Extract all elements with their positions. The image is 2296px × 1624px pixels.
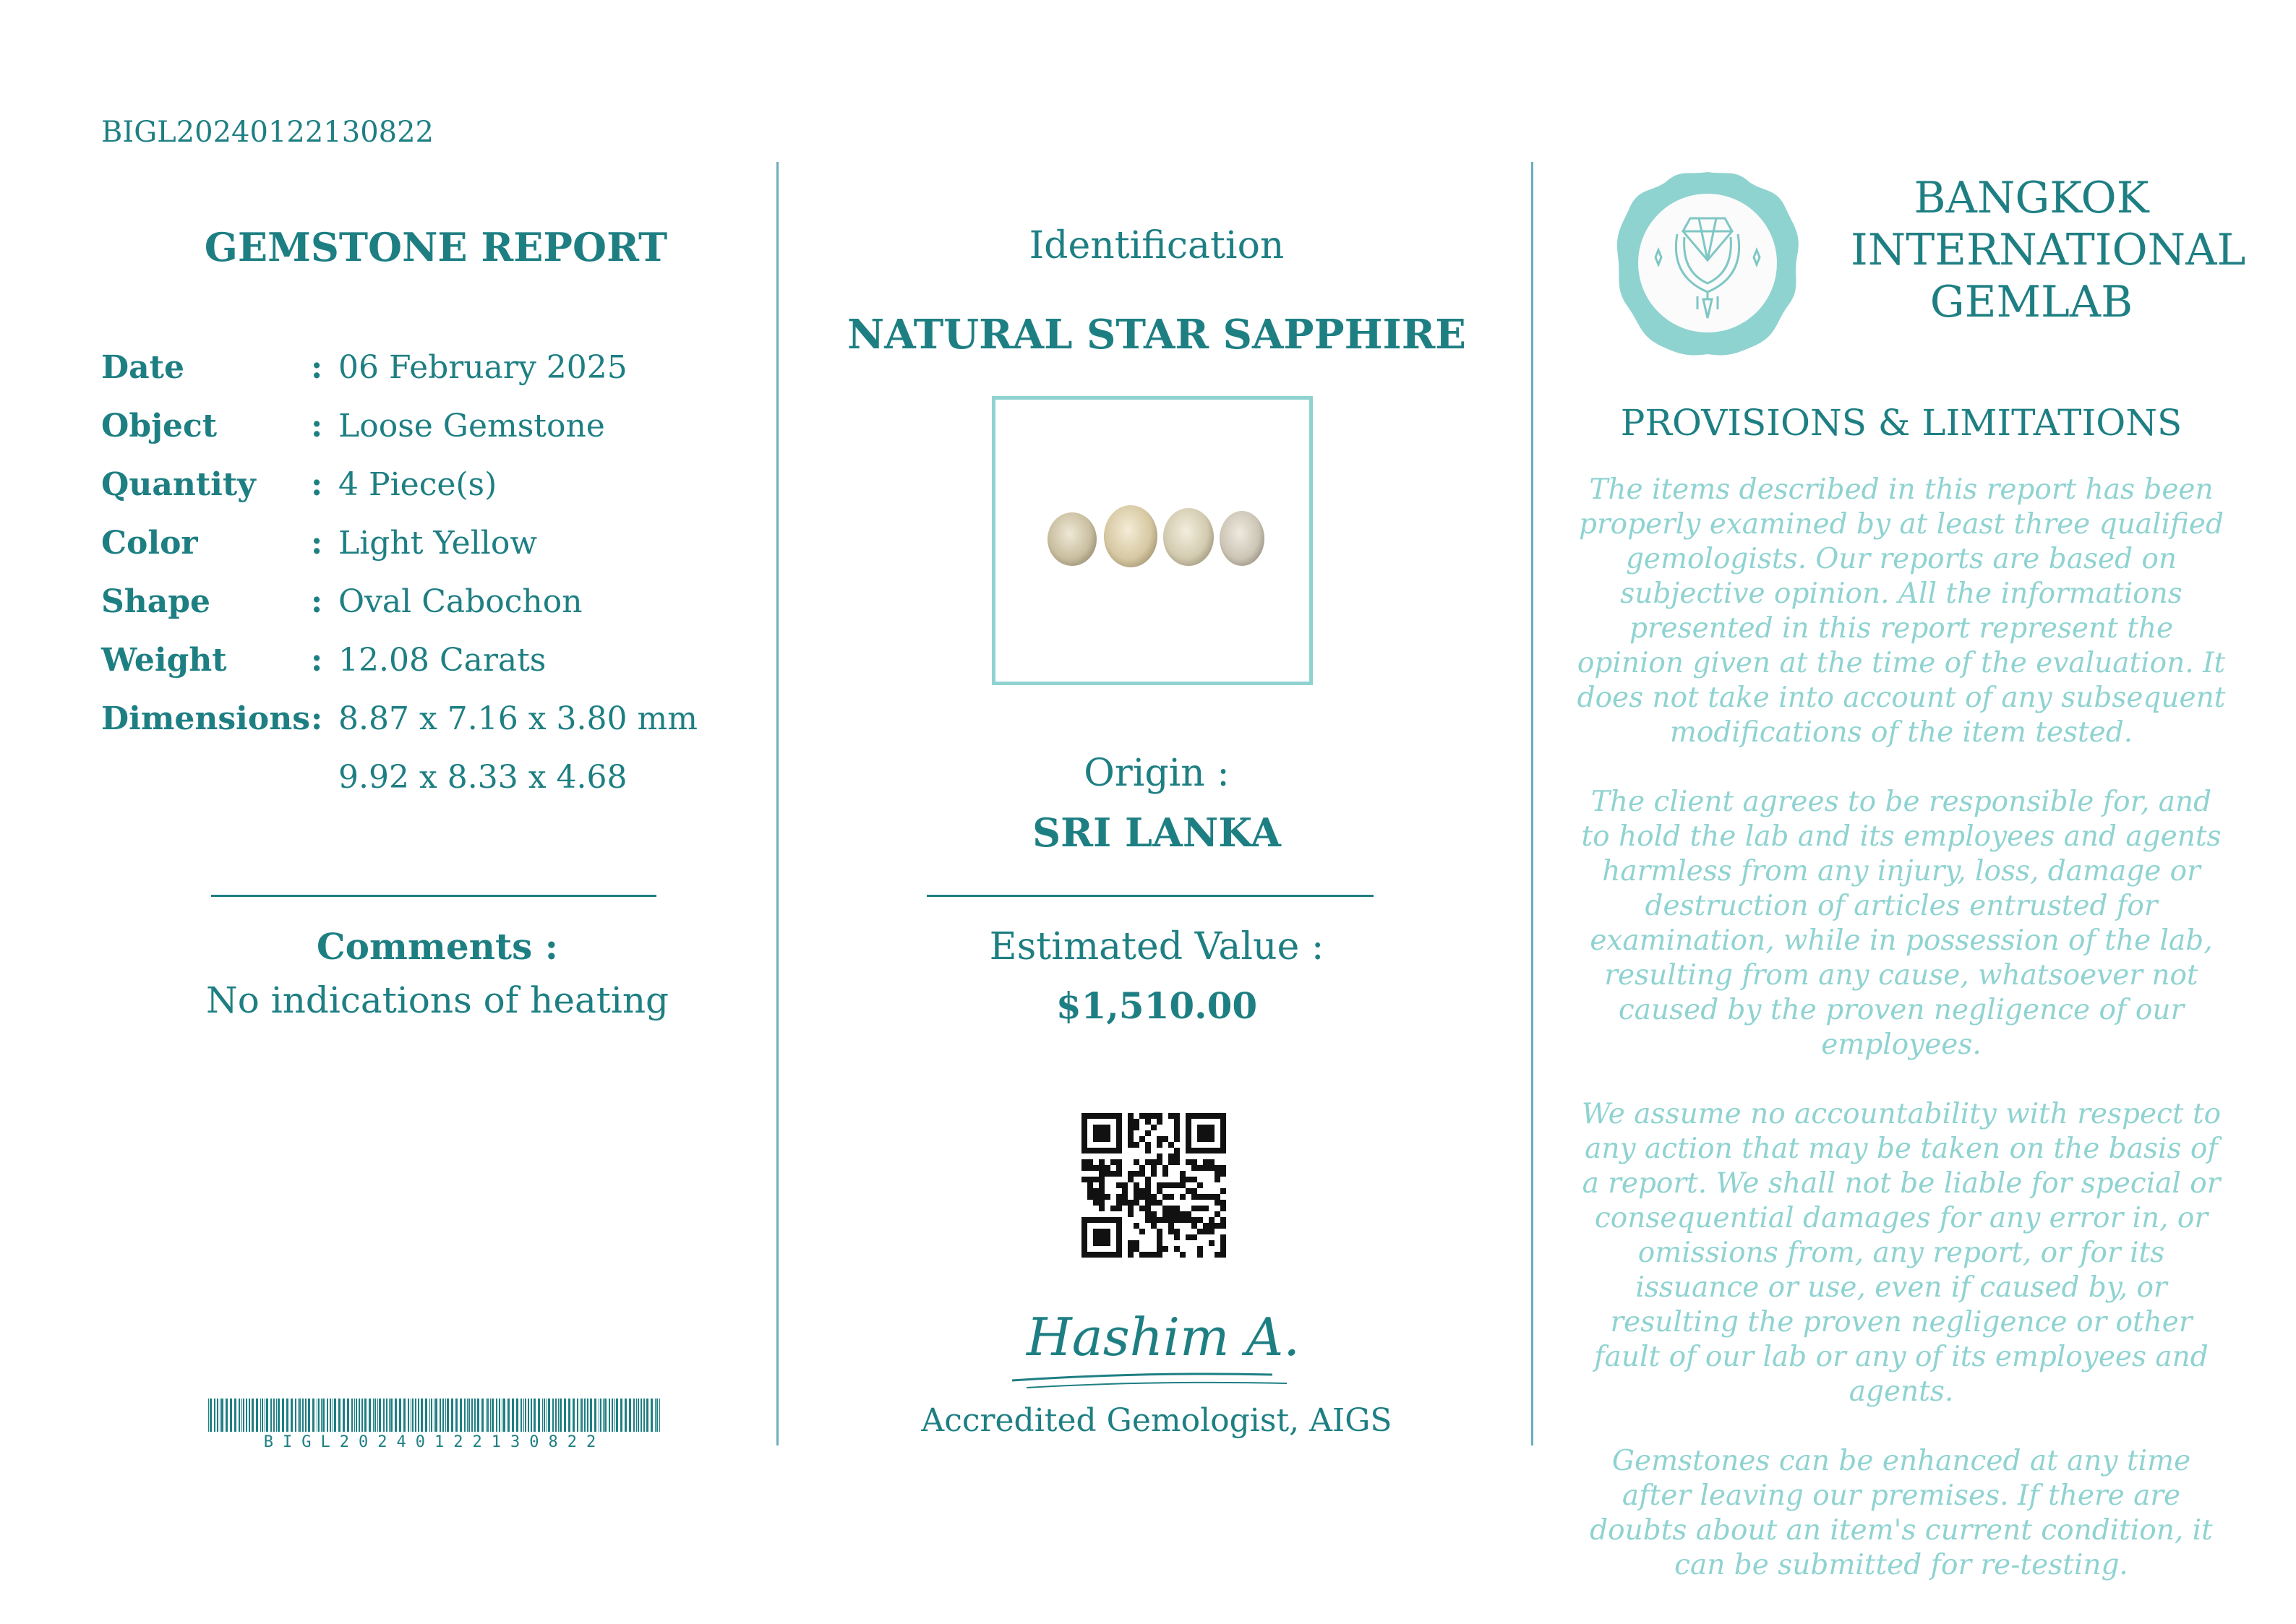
- field-label: Dimensions: [101, 700, 311, 737]
- gemstone-photo: [992, 396, 1313, 685]
- field-label: Quantity: [101, 465, 256, 503]
- field-row-date: [101, 338, 752, 396]
- signature: [998, 1286, 1301, 1402]
- signature-text: Hashim A.: [1027, 1307, 1301, 1367]
- field-colon: :: [311, 407, 323, 444]
- provisions-title: PROVISIONS & LIMITATIONS: [1620, 402, 2183, 444]
- field-row-dimensions: [101, 689, 752, 747]
- field-value: 8.87 x 7.16 x 3.80 mm: [338, 700, 698, 737]
- gemstone-1: [1048, 512, 1097, 566]
- gemstone-2: [1104, 505, 1157, 567]
- field-value: 06 February 2025: [338, 348, 627, 386]
- column-divider-left: [776, 162, 779, 1445]
- field-label: Color: [101, 524, 198, 562]
- lab-name-line: GEMLAB: [1929, 277, 2133, 327]
- field-value: Light Yellow: [338, 524, 538, 562]
- field-colon: :: [311, 700, 323, 737]
- field-row-quantity: [101, 455, 752, 513]
- estimated-value-amount: $1,510.00: [1055, 984, 1258, 1027]
- identification-label: Identification: [1029, 224, 1285, 267]
- field-label: Shape: [101, 583, 211, 620]
- field-value: Oval Cabochon: [338, 583, 583, 620]
- comments-text: No indications of heating: [205, 979, 669, 1021]
- origin-label: Origin :: [1084, 752, 1230, 795]
- qr-code: [1081, 1113, 1226, 1258]
- field-label: Date: [101, 348, 184, 386]
- barcode: [208, 1399, 661, 1432]
- field-row-object: [101, 397, 752, 455]
- comments-divider: [211, 895, 656, 897]
- estimated-value-label: Estimated Value :: [989, 925, 1324, 968]
- field-label: Weight: [101, 641, 227, 679]
- field-colon: :: [311, 583, 323, 620]
- lab-name-line: INTERNATIONAL: [1851, 225, 2246, 275]
- provisions-paragraph: Gemstones can be enhanced at any time after leaving our premises. If there are doubts about an item's current condition, it can be submitted for re-testing.: [1590, 1445, 2213, 1581]
- field-value: 12.08 Carats: [338, 641, 547, 679]
- provisions-text: [1576, 473, 2227, 1617]
- field-colon: :: [311, 524, 323, 562]
- identification-name: NATURAL STAR SAPPHIRE: [847, 311, 1466, 358]
- field-colon: :: [311, 348, 323, 386]
- column-divider-right: [1531, 162, 1533, 1445]
- field-value: 9.92 x 8.33 x 4.68: [338, 758, 627, 796]
- gemstone-3: [1163, 508, 1214, 566]
- provisions-paragraph: The client agrees to be responsible for, and to hold the lab and its employees and agents harmless from any injury, loss, damage or destruction of articles entrusted for examination, while in possession of the lab, resulting from any cause, whatsoever not caused by the proven negligence of our employees.: [1581, 786, 2222, 1061]
- field-label: Object: [101, 407, 218, 444]
- lab-name: [1851, 172, 2246, 328]
- gemstone-4: [1220, 511, 1264, 566]
- field-value: Loose Gemstone: [338, 407, 605, 444]
- gemologist-title: Accredited Gemologist, AIGS: [921, 1402, 1392, 1439]
- field-row-color: [101, 514, 752, 572]
- field-row-shape: [101, 572, 752, 630]
- comments-title: Comments :: [316, 925, 559, 968]
- provisions-paragraph: The items described in this report has been properly examined by at least three qualified gemologists. Our reports are based on subjective opinion. All the informations presented in this report represent the opinion given at the time of the evaluation. It does not take into account of any subsequent modifications of the item tested.: [1577, 473, 2226, 749]
- field-row-weight: [101, 631, 752, 689]
- provisions-paragraph: We assume no accountability with respect to any action that may be taken on the basis of a report. We shall not be liable for special or consequential damages for any error in, or omissions from, any report, or for its issuance or use, even if caused by, or resulting the proven negligence or other fault of our lab or any of its employees and agents.: [1581, 1098, 2222, 1408]
- field-colon: :: [311, 465, 323, 503]
- field-row-dimensions-2: [101, 748, 752, 806]
- origin-value: SRI LANKA: [1032, 809, 1281, 856]
- value-divider: [927, 895, 1374, 897]
- field-colon: :: [311, 641, 323, 679]
- lab-name-line: BANGKOK: [1914, 173, 2149, 223]
- barcode-text: BIGL20240122130822: [263, 1433, 606, 1451]
- lab-seal-logo: [1612, 168, 1803, 358]
- report-id: BIGL20240122130822: [101, 116, 434, 149]
- field-value: 4 Piece(s): [338, 465, 497, 503]
- report-title: GEMSTONE REPORT: [204, 224, 668, 270]
